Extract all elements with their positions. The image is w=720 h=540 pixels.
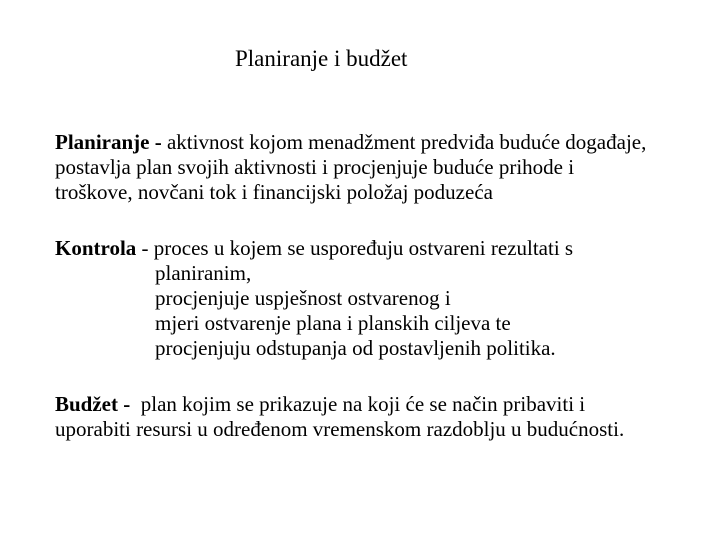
planiranje-line-1 (55, 130, 646, 155)
budzet-line-2: uporabiti resursi u određenom vremenskom razdoblju u budućnosti. (55, 417, 625, 441)
kontrola-line-4: mjeri ostvarenje plana i planskih ciljeva te (155, 311, 511, 335)
planiranje-line-3: troškove, novčani tok i financijski položaj poduzeća (55, 180, 493, 204)
kontrola-line-1 (55, 236, 573, 261)
kontrola-text-1: - proces u kojem se uspoređuju ostvareni rezultati s (136, 236, 574, 260)
term-kontrola: Kontrola (55, 236, 137, 260)
budzet-text-1: plan kojim se prikazuje na koji će se način pribaviti i (130, 392, 586, 416)
term-planiranje: Planiranje - (55, 130, 162, 154)
kontrola-line-3: procjenjuje uspješnost ostvarenog i (155, 286, 451, 310)
slide-title: Planiranje i budžet (235, 46, 408, 71)
definition-kontrola (55, 236, 573, 361)
planiranje-line-2: postavlja plan svojih aktivnosti i procjenjuje buduće prihode i (55, 155, 575, 179)
definition-planiranje (55, 130, 646, 205)
kontrola-line-2: planiranim, (155, 261, 252, 285)
definition-budzet (55, 392, 624, 442)
budzet-line-1 (55, 392, 624, 417)
planiranje-text-1: aktivnost kojom menadžment predviđa buduće događaje, (161, 130, 647, 154)
kontrola-line-5: procjenjuju odstupanja od postavljenih politika. (155, 336, 556, 360)
term-budzet: Budžet - (55, 392, 131, 416)
